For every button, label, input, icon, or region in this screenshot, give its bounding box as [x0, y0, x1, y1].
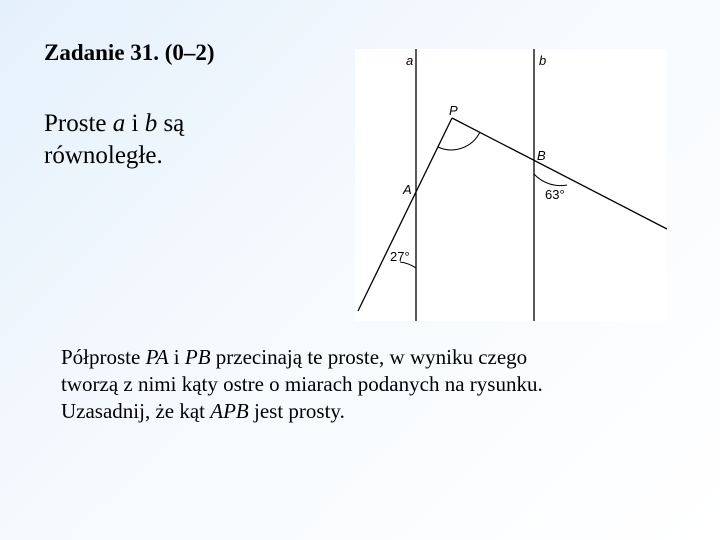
statement-text: i	[125, 110, 145, 137]
body-text: jest prosty.	[248, 399, 345, 423]
statement-text: są	[157, 110, 185, 137]
label-b-point: B	[537, 148, 546, 163]
figure-svg	[355, 49, 667, 321]
body-text: Uzasadnij, że kąt	[61, 399, 211, 423]
task-body	[61, 344, 661, 425]
task-title: Zadanie 31. (0–2)	[44, 40, 215, 65]
statement-text: równoległe.	[44, 142, 163, 169]
ray-pa-name: PA	[145, 345, 169, 369]
angle-63-label: 63°	[545, 187, 565, 202]
body-text: tworzą z nimi kąty ostre o miarach podanych na rysunku.	[61, 372, 543, 396]
label-p: P	[449, 103, 458, 118]
angle-27-label: 27°	[390, 249, 410, 264]
body-text: przecinają te proste, w wyniku czego	[210, 345, 528, 369]
angle-63-arc	[534, 174, 567, 186]
label-a: a	[406, 53, 414, 68]
ray-pb-name: PB	[184, 345, 211, 369]
body-text: Półproste	[61, 345, 146, 369]
line-a-name: a	[112, 110, 126, 137]
label-b: b	[539, 53, 547, 68]
angle-apb-name: APB	[210, 399, 249, 423]
geometry-figure	[355, 49, 667, 321]
problem-statement	[44, 108, 184, 172]
ray-pa	[358, 118, 452, 311]
statement-text: Proste	[44, 110, 113, 137]
ray-pb	[452, 118, 667, 229]
label-a-point: A	[403, 182, 412, 197]
line-b-name: b	[144, 110, 158, 137]
body-text: i	[168, 345, 185, 369]
